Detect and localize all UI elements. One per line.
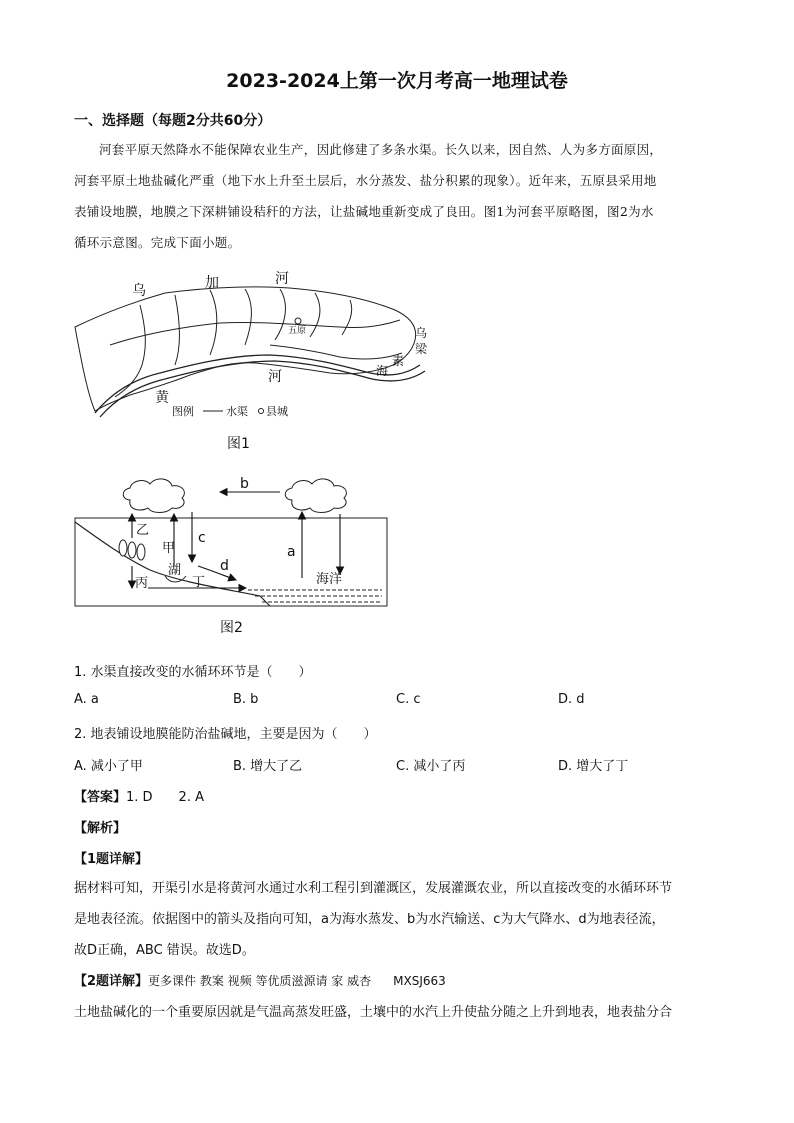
tree-icon xyxy=(119,540,127,556)
canal-line xyxy=(115,305,145,397)
map-label-he-bottom: 河 xyxy=(268,369,282,385)
page-title: 2023-2024上第一次月考高一地理试卷 xyxy=(226,70,568,92)
map-label-su: 素 xyxy=(392,354,405,368)
label-jia: 甲 xyxy=(162,541,176,556)
map-legend xyxy=(172,404,288,418)
section-heading: 一、选择题（每题2分共60分） xyxy=(74,113,272,129)
map-label-hai: 海 xyxy=(376,364,389,378)
answer-tag: 【答案】 xyxy=(74,790,127,805)
detail2-header xyxy=(74,966,720,997)
label-c: c xyxy=(198,530,206,546)
wuyuan-county-marker xyxy=(295,318,301,324)
question-1-option-d[interactable]: D. d xyxy=(558,692,585,707)
legend-county-label: 县城 xyxy=(266,405,288,418)
question-2-option-d[interactable]: D. 增大了丁 xyxy=(558,759,629,774)
label-d: d xyxy=(220,558,229,574)
legend-title: 图例 xyxy=(172,405,194,418)
map-label-wuyuan: 五原 xyxy=(288,326,307,336)
figure1-caption: 图1 xyxy=(227,436,250,452)
map-label-he-top: 河 xyxy=(275,271,289,287)
question-1-option-b[interactable]: B. b xyxy=(233,692,259,707)
label-lake: 湖 xyxy=(168,563,182,578)
map-label-jia: 加 xyxy=(205,275,219,291)
detail2-code: MXSJ663 xyxy=(393,974,446,988)
canal-line xyxy=(210,290,217,355)
question-1-option-a[interactable]: A. a xyxy=(74,692,99,707)
legend-county-marker xyxy=(259,409,264,414)
label-bing: 丙 xyxy=(135,576,149,591)
map-label-wu-r: 乌 xyxy=(415,326,428,340)
cloud-left xyxy=(123,479,184,513)
answer-text: 1. D 2. A xyxy=(126,790,204,805)
map-label-liang: 梁 xyxy=(415,342,428,356)
tree-icon xyxy=(137,544,145,560)
cloud-right xyxy=(285,479,346,513)
canal-line xyxy=(310,293,320,337)
detail2-promo: 更多课件 教案 视频 等优质滋源请 家 威杏 xyxy=(148,974,372,988)
detail1-body xyxy=(74,873,720,966)
intro-paragraph xyxy=(74,134,720,258)
question-2-option-b[interactable]: B. 增大了乙 xyxy=(233,759,303,774)
question-1-option-c[interactable]: C. c xyxy=(396,692,421,707)
tree-icon xyxy=(128,542,136,558)
intro-line: 河套平原土地盐碱化严重（地下水上升至土层后，水分蒸发、盐分积累的现象）。近年来，五原县采用地 xyxy=(74,173,657,188)
analysis-tag: 【解析】 xyxy=(74,821,127,836)
detail1-line: 是地表径流。依据图中的箭头及指向可知，a为海水蒸发、b为水汽输送、c为大气降水、d为地表径流， xyxy=(74,912,665,927)
plain-outline xyxy=(75,287,416,411)
canal-line xyxy=(342,300,352,335)
question-2-option-a[interactable]: A. 减小了甲 xyxy=(74,759,143,774)
detail2-line: 土地盐碱化的一个重要原因就是气温高蒸发旺盛，土壤中的水汽上升使盐分随之上升到地表，地表盐分合 xyxy=(74,1005,673,1020)
canal-line xyxy=(245,289,251,345)
question-2-stem: 2. 地表铺设地膜能防治盐碱地，主要是因为（ ） xyxy=(74,727,377,742)
canal-line xyxy=(275,289,285,340)
label-yi: 乙 xyxy=(136,523,150,538)
label-ding: 丁 xyxy=(192,575,206,590)
detail1-line: 据材料可知，开渠引水是将黄河水通过水利工程引到灌溉区，发展灌溉农业，所以直接改变的水循环环节 xyxy=(74,881,673,896)
intro-line: 表铺设地膜，地膜之下深耕铺设秸秆的方法，让盐碱地重新变成了良田。图1为河套平原略图，图2为水 xyxy=(74,204,654,219)
legend-canal-label: 水渠 xyxy=(226,405,248,418)
map-label-huang: 黄 xyxy=(155,390,169,406)
question-2-option-c[interactable]: C. 减小了丙 xyxy=(396,759,466,774)
figure1-map xyxy=(70,265,440,425)
map-label-wu: 乌 xyxy=(132,283,146,299)
label-a: a xyxy=(287,544,296,560)
canal-line xyxy=(110,320,400,345)
label-b: b xyxy=(240,476,249,492)
answer-line xyxy=(74,786,204,805)
question-1-stem: 1. 水渠直接改变的水循环环节是（ ） xyxy=(74,665,312,680)
label-ocean: 海洋 xyxy=(316,572,343,587)
figure2-caption: 图2 xyxy=(220,620,243,636)
detail1-tag: 【1题详解】 xyxy=(74,852,149,867)
figure2-water-cycle xyxy=(70,470,390,610)
intro-line: 河套平原天然降水不能保障农业生产，因此修建了多条水渠。长久以来，因自然、人为多方面原因， xyxy=(99,142,663,157)
detail1-line: 故D正确，ABC 错误。故选D。 xyxy=(74,943,255,958)
detail2-tag: 【2题详解】 xyxy=(74,974,149,989)
intro-line: 循环示意图。完成下面小题。 xyxy=(74,235,241,250)
canal-line xyxy=(175,295,180,365)
